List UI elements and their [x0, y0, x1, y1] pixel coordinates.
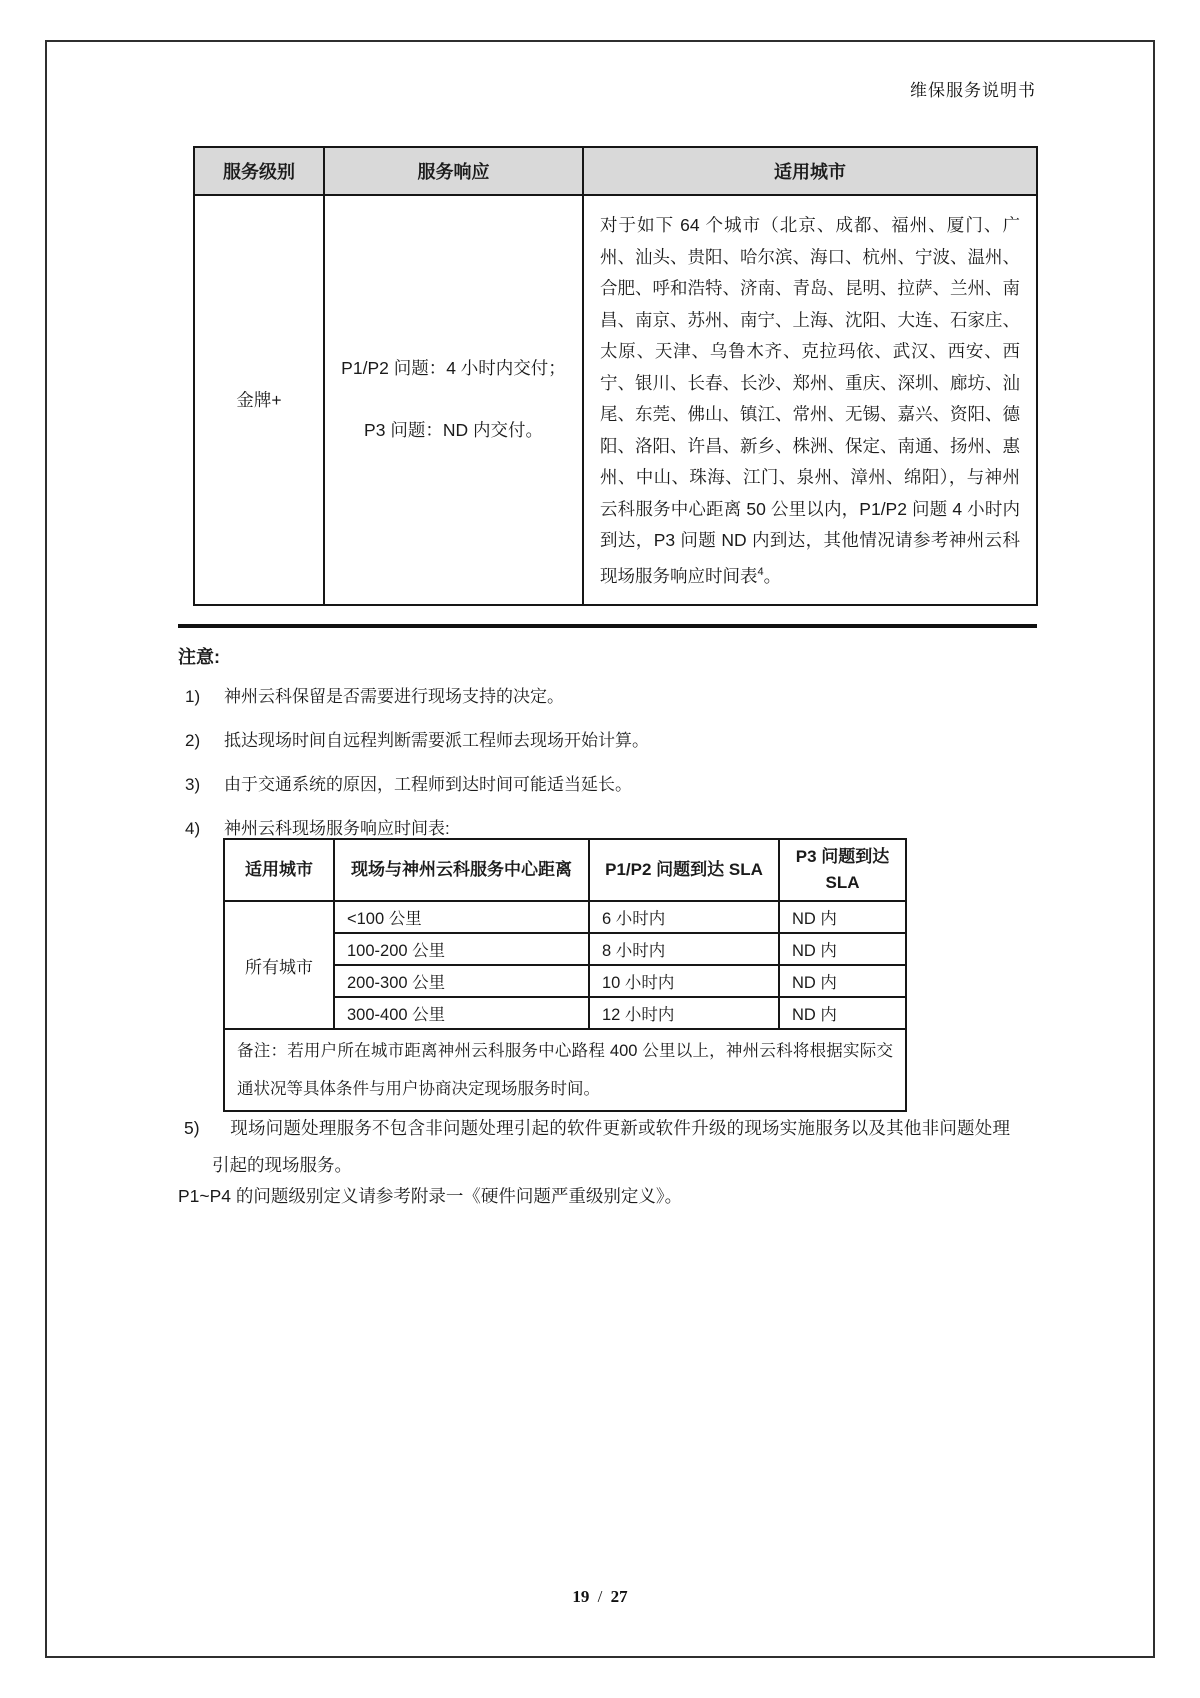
note-item-2 — [178, 728, 1038, 753]
p3-sla-cell: ND 内 — [779, 901, 906, 933]
service-response-cell — [324, 195, 583, 605]
remark-row — [224, 1029, 906, 1111]
header-p3-sla: P3 问题到达 SLA — [779, 839, 906, 901]
table-row — [224, 901, 906, 933]
city-group-cell: 所有城市 — [224, 901, 334, 1029]
note-number: 1) — [185, 687, 201, 706]
service-level-cell: 金牌+ — [194, 195, 324, 605]
note-text: 抵达现场时间自远程判断需要派工程师去现场开始计算。 — [224, 731, 649, 750]
distance-cell: 300-400 公里 — [334, 997, 589, 1029]
p1p2-sla-cell: 8 小时内 — [589, 933, 779, 965]
p3-sla-cell: ND 内 — [779, 965, 906, 997]
header-applicable-cities: 适用城市 — [583, 147, 1037, 195]
footnote-marker: 4 — [757, 565, 764, 578]
note-item-3 — [178, 772, 1038, 797]
section-divider-rule — [178, 624, 1037, 628]
remark-cell: 备注：若用户所在城市距离神州云科服务中心路程 400 公里以上，神州云科将根据实际交通状况等具体条件与用户协商决定现场服务时间。 — [224, 1029, 906, 1111]
p1p2-sla-cell: 12 小时内 — [589, 997, 779, 1029]
note-text: 神州云科保留是否需要进行现场支持的决定。 — [224, 687, 564, 706]
service-table-header-row — [194, 147, 1037, 195]
notes-list — [178, 684, 1038, 860]
note-number: 4) — [185, 819, 201, 838]
p1p2-sla-cell: 6 小时内 — [589, 901, 779, 933]
p3-sla-cell: ND 内 — [779, 997, 906, 1029]
distance-cell: <100 公里 — [334, 901, 589, 933]
response-p3: P3 问题：ND 内交付。 — [364, 420, 543, 441]
note-number: 3) — [185, 775, 201, 794]
response-time-header-row — [224, 839, 906, 901]
service-level-table — [193, 146, 1038, 606]
p1p2-sla-cell: 10 小时内 — [589, 965, 779, 997]
distance-cell: 200-300 公里 — [334, 965, 589, 997]
header-city: 适用城市 — [224, 839, 334, 901]
cities-period: 。 — [763, 565, 782, 586]
note-text: 由于交通系统的原因，工程师到达时间可能适当延长。 — [224, 775, 632, 794]
note-item-1 — [178, 684, 1038, 709]
note-text: 神州云科现场服务响应时间表: — [224, 819, 450, 838]
distance-cell: 100-200 公里 — [334, 933, 589, 965]
service-table-row — [194, 195, 1037, 605]
header-service-response: 服务响应 — [324, 147, 583, 195]
header-p1p2-sla: P1/P2 问题到达 SLA — [589, 839, 779, 901]
page-number-current: 19 — [572, 1587, 590, 1606]
appendix-reference: P1~P4 的问题级别定义请参考附录一《硬件问题严重级别定义》。 — [178, 1186, 683, 1206]
notice-title: 注意: — [178, 647, 220, 667]
document-header-title: 维保服务说明书 — [910, 81, 1036, 100]
response-p1p2: P1/P2 问题：4 小时内交付； — [341, 358, 566, 379]
header-service-level: 服务级别 — [194, 147, 324, 195]
page-number-separator: / — [597, 1587, 603, 1606]
applicable-cities-cell — [583, 195, 1037, 605]
note-number: 2) — [185, 731, 201, 750]
page-number-total: 27 — [610, 1587, 628, 1606]
note-text: 现场问题处理服务不包含非问题处理引起的软件更新或软件升级的现场实施服务以及其他非问题处理引起的现场服务。 — [212, 1118, 1010, 1175]
note-number: 5) — [184, 1118, 200, 1138]
response-time-table — [223, 838, 907, 1112]
cities-paragraph: 对于如下 64 个城市（北京、成都、福州、厦门、广州、汕头、贵阳、哈尔滨、海口、杭州、宁波、温州、合肥、呼和浩特、济南、青岛、昆明、拉萨、兰州、南昌、南京、苏州、南宁、上海、沈阳、大连、石家庄、太原、天津、乌鲁木齐、克拉玛依、武汉、西安、西宁、银川、长春、长沙、郑州、重庆、深圳、廊坊、汕尾、东莞、佛山、镇江、常州、无锡、嘉兴、资阳、德阳、洛阳、许昌、新乡、株洲、保定、南通、扬州、惠州、中山、珠海、江门、泉州、漳州、绵阳），与神州云科服务中心距离 50 公里以内，P1/P2 问题 4 小时内到达，P3 问题 ND 内到达，其他情况请参考神州云科现场服务响应时间表 — [600, 215, 1020, 586]
page-footer — [0, 1587, 1200, 1607]
note-item-5 — [184, 1110, 1010, 1184]
p3-sla-cell: ND 内 — [779, 933, 906, 965]
header-distance: 现场与神州云科服务中心距离 — [334, 839, 589, 901]
